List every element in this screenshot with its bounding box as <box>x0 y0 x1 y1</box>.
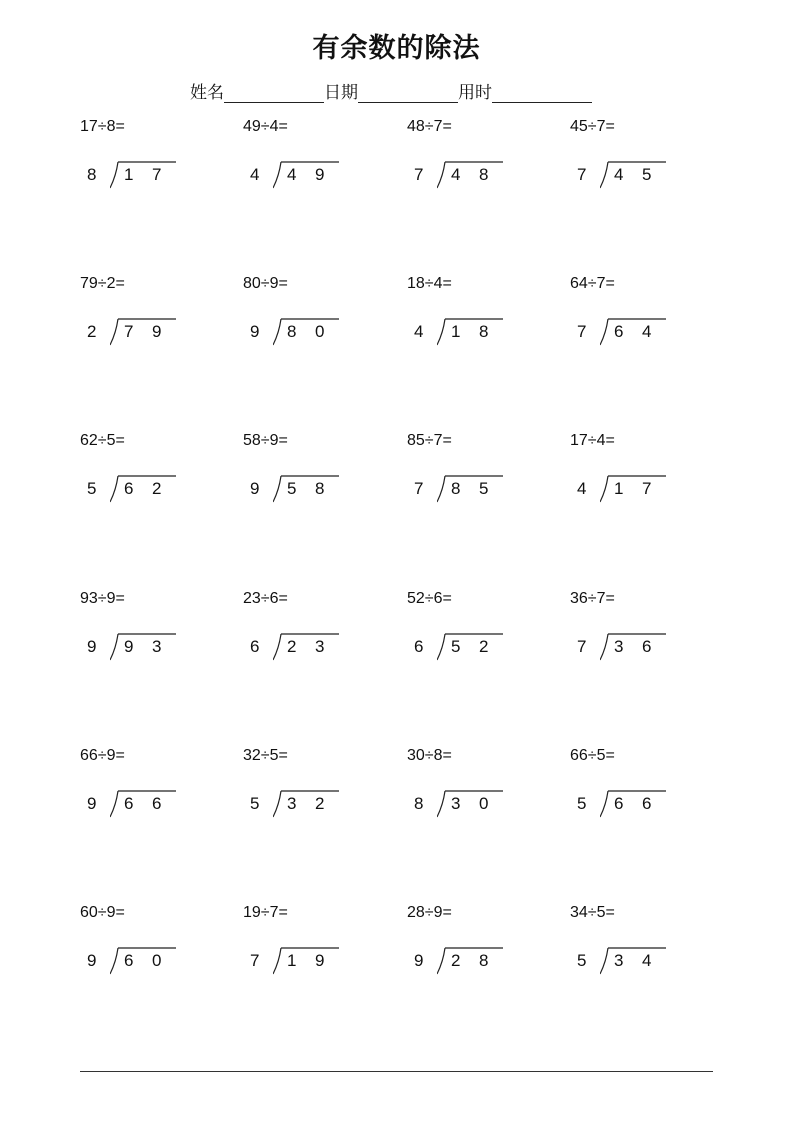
dividend-ones-digit: 7 <box>642 479 652 498</box>
divisor: 9 <box>250 479 260 498</box>
long-division-bracket <box>110 789 180 819</box>
divisor: 4 <box>414 322 424 341</box>
division-problem <box>80 747 210 847</box>
divisor: 9 <box>87 794 97 813</box>
dividend-ones-digit: 6 <box>642 637 652 656</box>
dividend-tens-digit: 6 <box>614 322 624 341</box>
division-problem <box>80 275 210 375</box>
dividend-ones-digit: 6 <box>152 794 162 813</box>
dividend-tens-digit: 5 <box>451 637 461 656</box>
long-division <box>407 946 517 976</box>
divisor: 5 <box>577 794 587 813</box>
divisor: 5 <box>577 951 587 970</box>
problem-expression: 93÷9= <box>80 590 125 607</box>
dividend-ones-digit: 9 <box>315 165 325 184</box>
division-problem <box>243 590 373 690</box>
long-division <box>243 946 353 976</box>
long-division-bracket <box>273 946 343 976</box>
name-label: 姓名 <box>190 83 224 102</box>
long-division <box>407 160 517 190</box>
long-division-bracket <box>600 474 670 504</box>
problem-expression: 18÷4= <box>407 275 452 292</box>
division-problem <box>407 432 537 532</box>
long-division-bracket <box>600 317 670 347</box>
long-division <box>80 946 190 976</box>
dividend-tens-digit: 1 <box>614 479 624 498</box>
time-label: 用时 <box>458 83 492 102</box>
dividend-tens-digit: 8 <box>287 322 297 341</box>
problem-expression: 66÷9= <box>80 747 125 764</box>
divisor: 7 <box>414 165 424 184</box>
dividend-tens-digit: 7 <box>124 322 134 341</box>
problem-expression: 80÷9= <box>243 275 288 292</box>
long-division-bracket <box>437 474 507 504</box>
long-division <box>570 160 680 190</box>
dividend-tens-digit: 1 <box>287 951 297 970</box>
long-division-bracket <box>273 317 343 347</box>
dividend-tens-digit: 6 <box>124 951 134 970</box>
division-problem <box>570 432 700 532</box>
worksheet-title: 有余数的除法 <box>312 33 481 63</box>
long-division <box>570 789 680 819</box>
divisor: 9 <box>87 951 97 970</box>
long-division <box>407 789 517 819</box>
long-division-bracket <box>110 160 180 190</box>
long-division <box>80 474 190 504</box>
long-division-bracket <box>437 632 507 662</box>
divisor: 7 <box>577 637 587 656</box>
problem-expression: 62÷5= <box>80 432 125 449</box>
dividend-tens-digit: 6 <box>124 479 134 498</box>
long-division-bracket <box>600 632 670 662</box>
divisor: 7 <box>414 479 424 498</box>
long-division <box>80 789 190 819</box>
dividend-tens-digit: 1 <box>451 322 461 341</box>
long-division-bracket <box>600 160 670 190</box>
dividend-ones-digit: 3 <box>152 637 162 656</box>
date-label: 日期 <box>324 83 358 102</box>
problem-expression: 60÷9= <box>80 904 125 921</box>
divisor: 5 <box>250 794 260 813</box>
division-problem <box>570 747 700 847</box>
dividend-ones-digit: 8 <box>479 951 489 970</box>
dividend-ones-digit: 2 <box>152 479 162 498</box>
problem-expression: 85÷7= <box>407 432 452 449</box>
problem-expression: 58÷9= <box>243 432 288 449</box>
divisor: 9 <box>87 637 97 656</box>
dividend-ones-digit: 8 <box>479 322 489 341</box>
student-info-row <box>190 78 592 103</box>
long-division-bracket <box>600 946 670 976</box>
dividend-ones-digit: 3 <box>315 637 325 656</box>
divisor: 7 <box>577 165 587 184</box>
dividend-tens-digit: 1 <box>124 165 134 184</box>
long-division-bracket <box>437 160 507 190</box>
long-division-bracket <box>437 317 507 347</box>
long-division <box>243 160 353 190</box>
dividend-tens-digit: 5 <box>287 479 297 498</box>
long-division <box>570 474 680 504</box>
dividend-ones-digit: 0 <box>315 322 325 341</box>
divisor: 9 <box>250 322 260 341</box>
division-problem <box>570 275 700 375</box>
problem-expression: 66÷5= <box>570 747 615 764</box>
problem-expression: 30÷8= <box>407 747 452 764</box>
problem-expression: 49÷4= <box>243 118 288 135</box>
time-blank[interactable] <box>492 84 592 103</box>
problem-expression: 34÷5= <box>570 904 615 921</box>
divisor: 6 <box>414 637 424 656</box>
long-division-bracket <box>437 789 507 819</box>
division-problem <box>243 904 373 1004</box>
dividend-ones-digit: 2 <box>479 637 489 656</box>
long-division-bracket <box>110 474 180 504</box>
dividend-tens-digit: 3 <box>614 951 624 970</box>
dividend-ones-digit: 0 <box>479 794 489 813</box>
problem-expression: 45÷7= <box>570 118 615 135</box>
problem-expression: 79÷2= <box>80 275 125 292</box>
dividend-tens-digit: 9 <box>124 637 134 656</box>
long-division-bracket <box>110 946 180 976</box>
problem-expression: 48÷7= <box>407 118 452 135</box>
long-division-bracket <box>437 946 507 976</box>
division-problem <box>243 747 373 847</box>
problem-expression: 28÷9= <box>407 904 452 921</box>
long-division <box>407 474 517 504</box>
divisor: 8 <box>87 165 97 184</box>
division-problem <box>243 432 373 532</box>
problem-expression: 36÷7= <box>570 590 615 607</box>
division-problem <box>407 904 537 1004</box>
division-problem <box>407 590 537 690</box>
division-problem <box>243 118 373 218</box>
problem-expression: 19÷7= <box>243 904 288 921</box>
divisor: 8 <box>414 794 424 813</box>
problem-expression: 64÷7= <box>570 275 615 292</box>
problem-expression: 32÷5= <box>243 747 288 764</box>
dividend-ones-digit: 2 <box>315 794 325 813</box>
long-division <box>570 946 680 976</box>
dividend-tens-digit: 6 <box>124 794 134 813</box>
long-division <box>407 317 517 347</box>
long-division <box>407 632 517 662</box>
divisor: 7 <box>577 322 587 341</box>
problem-expression: 52÷6= <box>407 590 452 607</box>
dividend-tens-digit: 6 <box>614 794 624 813</box>
division-problem <box>243 275 373 375</box>
dividend-tens-digit: 8 <box>451 479 461 498</box>
long-division-bracket <box>273 789 343 819</box>
divisor: 9 <box>414 951 424 970</box>
dividend-ones-digit: 9 <box>315 951 325 970</box>
dividend-tens-digit: 4 <box>287 165 297 184</box>
footer-divider <box>80 1071 713 1072</box>
division-problem <box>570 590 700 690</box>
division-problem <box>407 747 537 847</box>
long-division-bracket <box>600 789 670 819</box>
long-division <box>243 317 353 347</box>
dividend-ones-digit: 9 <box>152 322 162 341</box>
long-division <box>80 160 190 190</box>
division-problem <box>407 275 537 375</box>
divisor: 4 <box>577 479 587 498</box>
division-problem <box>80 118 210 218</box>
long-division <box>570 317 680 347</box>
long-division-bracket <box>110 632 180 662</box>
long-division <box>80 317 190 347</box>
long-division <box>243 789 353 819</box>
division-problem <box>407 118 537 218</box>
long-division <box>570 632 680 662</box>
long-division <box>243 474 353 504</box>
divisor: 5 <box>87 479 97 498</box>
long-division <box>243 632 353 662</box>
division-problem <box>80 904 210 1004</box>
divisor: 7 <box>250 951 260 970</box>
dividend-ones-digit: 8 <box>315 479 325 498</box>
division-problem <box>570 904 700 1004</box>
dividend-ones-digit: 8 <box>479 165 489 184</box>
long-division <box>80 632 190 662</box>
dividend-tens-digit: 2 <box>451 951 461 970</box>
dividend-ones-digit: 7 <box>152 165 162 184</box>
dividend-ones-digit: 6 <box>642 794 652 813</box>
division-problem <box>80 590 210 690</box>
dividend-tens-digit: 3 <box>451 794 461 813</box>
long-division-bracket <box>273 474 343 504</box>
date-blank[interactable] <box>358 84 458 103</box>
name-blank[interactable] <box>224 84 324 103</box>
dividend-tens-digit: 4 <box>614 165 624 184</box>
problem-expression: 23÷6= <box>243 590 288 607</box>
problem-expression: 17÷4= <box>570 432 615 449</box>
dividend-ones-digit: 5 <box>479 479 489 498</box>
dividend-tens-digit: 4 <box>451 165 461 184</box>
division-problem <box>80 432 210 532</box>
dividend-ones-digit: 5 <box>642 165 652 184</box>
dividend-tens-digit: 3 <box>614 637 624 656</box>
divisor: 2 <box>87 322 97 341</box>
long-division-bracket <box>273 160 343 190</box>
division-problem <box>570 118 700 218</box>
divisor: 4 <box>250 165 260 184</box>
dividend-ones-digit: 0 <box>152 951 162 970</box>
long-division-bracket <box>110 317 180 347</box>
dividend-tens-digit: 2 <box>287 637 297 656</box>
dividend-ones-digit: 4 <box>642 322 652 341</box>
problem-expression: 17÷8= <box>80 118 125 135</box>
dividend-tens-digit: 3 <box>287 794 297 813</box>
long-division-bracket <box>273 632 343 662</box>
dividend-ones-digit: 4 <box>642 951 652 970</box>
divisor: 6 <box>250 637 260 656</box>
